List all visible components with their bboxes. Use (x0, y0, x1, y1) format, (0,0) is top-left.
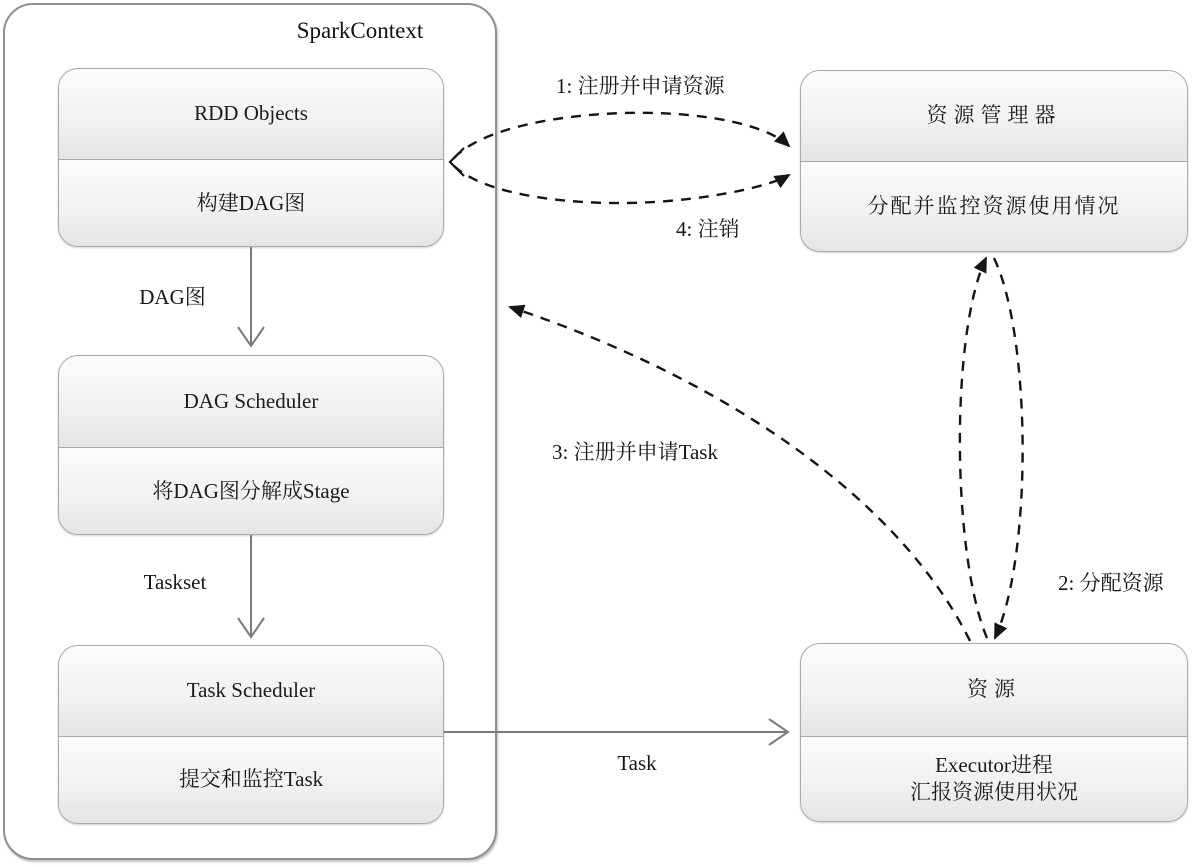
label-step1: 1: 注册并申请资源 (556, 74, 725, 98)
dag-scheduler-subtitle: 将DAG图分解成Stage (59, 447, 443, 535)
rdd-objects-title: RDD Objects (59, 69, 443, 159)
executor-subtitle-line2: 汇报资源使用状况 (910, 780, 1078, 804)
executor-subtitle-line1: Executor进程 (935, 752, 1053, 777)
spark-context-label: SparkContext (296, 18, 424, 43)
rdd-objects-subtitle: 构建DAG图 (59, 159, 443, 247)
arrow-step2-allocate-resources-up (960, 258, 987, 638)
executor-subtitle (801, 736, 1187, 821)
node-resource-manager (800, 70, 1188, 252)
resource-manager-subtitle: 分配并监控资源使用情况 (801, 161, 1187, 251)
arrow-step2-allocate-resources-down (994, 258, 1023, 638)
node-rdd-objects (58, 68, 444, 247)
node-executor (800, 643, 1188, 822)
resource-manager-title: 资源管理器 (801, 71, 1187, 161)
label-step3: 3: 注册并申请Task (552, 440, 718, 464)
label-task: Task (617, 751, 657, 775)
arrow-step4-unregister (454, 166, 789, 203)
task-scheduler-title: Task Scheduler (59, 646, 443, 736)
node-task-scheduler (58, 645, 444, 824)
label-step2: 2: 分配资源 (1058, 571, 1164, 595)
task-scheduler-subtitle: 提交和监控Task (59, 736, 443, 823)
executor-title: 资源 (801, 644, 1187, 736)
label-step4: 4: 注销 (676, 217, 740, 241)
label-taskset: Taskset (143, 570, 207, 594)
label-dag-graph: DAG图 (139, 285, 206, 309)
arrow-step3-register-request-task (510, 307, 970, 641)
arrow-step1-register-request-resources (454, 113, 789, 158)
dag-scheduler-title: DAG Scheduler (59, 356, 443, 447)
node-dag-scheduler (58, 355, 444, 535)
